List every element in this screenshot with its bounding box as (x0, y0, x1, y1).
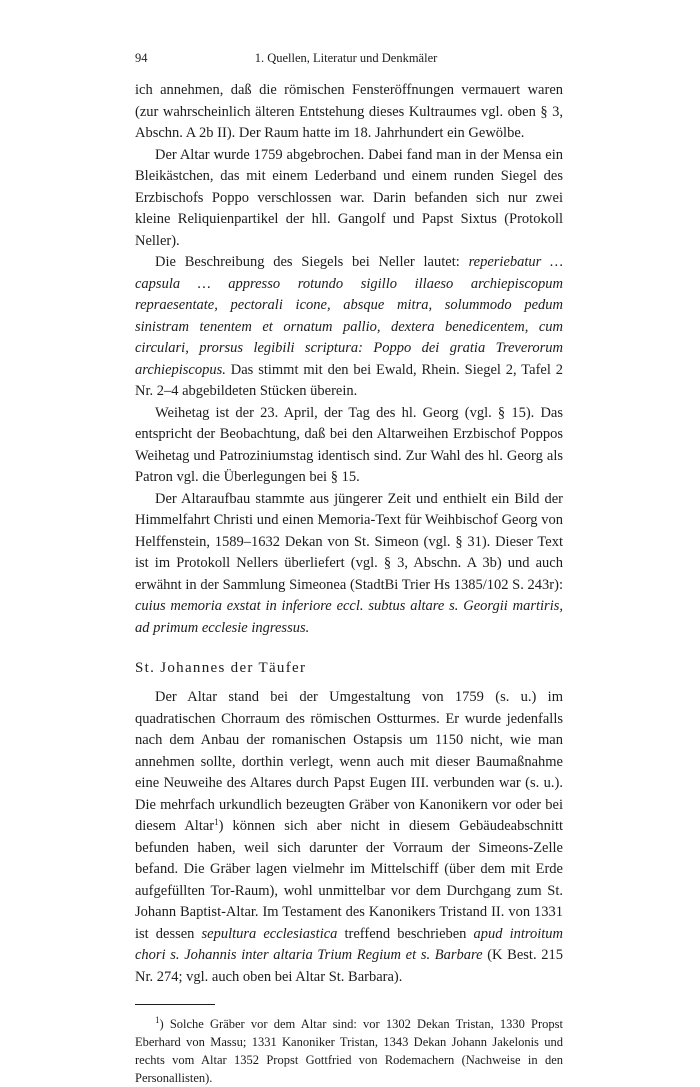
footnote-mark: 1 (155, 1015, 160, 1025)
running-title: 1. Quellen, Literatur und Denkmäler (254, 51, 438, 65)
paragraph-altar-structure: Der Altaraufbau stammte aus jüngerer Zeit und enthielt ein Bild der Himmelfahrt Christi und einen Memoria-Text für Weihbischof Georg von Helffenstein, 1589–1632 Dekan von St. Simeon (vgl. § 31). Dieser Text ist im Protokoll Nellers überliefert (vgl. § 3, Abschn. A 3b) und auch erwähnt in der Sammlung Simeonea (StadtBi Trier Hs 1385/102 S. 243r): cuius memoria exstat in inferiore eccl. subtus altare s. Georgii martiris, ad primum ecclesie ingressus. (135, 490, 563, 636)
paragraph-seal-description: Die Beschreibung des Siegels bei Neller lautet: reperiebatur … capsula … appresso rotundo sigillo illaeso archiepiscopum repraesentate, pectorali icone, absque mitra, solummodo pedum sinistram tenentem et ornatum pallio, dextera benedicentem, cum circulari, prorsus legibili scriptura: Poppo dei gratia Treverorum archiepiscopus. Das stimmt mit den bei Ewald, Rhein. Siegel 2, Tafel 2 Nr. 2–4 abgebildeten Stücken überein. (135, 254, 563, 399)
memoria-quote-latin: cuius memoria exstat in inferiore eccl. subtus altare s. Georgii martiris, ad primum ecclesie ingressus. (135, 598, 563, 636)
paragraph-consecration-day: Weihetag ist der 23. April, der Tag des hl. Georg (vgl. § 15). Das entspricht der Beobachtung, daß bei den Altarweihen Erzbischof Poppos Weihetag und Patroziniumstag identisch sind. Zur Wahl des hl. Georg als Patron vgl. die Überlegungen bei § 15. (135, 404, 563, 485)
paragraph-altar-demolition: Der Altar wurde 1759 abgebrochen. Dabei fand man in der Mensa ein Bleikästchen, das mit einem Lederband und einem runden Siegel des Erzbischofs Poppo verschlossen war. Darin befanden sich nur zwei kleine Reliquienpartikel der hll. Gangolf und Papst Sixtus (Protokoll Neller). (135, 146, 563, 249)
footnote-text: ) Solche Gräber vor dem Altar sind: vor 1302 Dekan Tristan, 1330 Propst Eberhard von Massu; 1331 Kanoniker Tristan, 1343 Dekan Johann Jakelonis und rechts vom Altar 1352 Propst Gottfried von Rodemachern (Nachweise in den Personallisten). (135, 1017, 563, 1085)
paragraph-john-baptist-altar: Der Altar stand bei der Umgestaltung von 1759 (s. u.) im quadratischen Chorraum des römischen Ostturmes. Er wurde jedenfalls nach dem Anbau der romanischen Ostapsis um 1150 nicht, wie man annehmen sollte, dorthin verlegt, wenn auch mit dieser Baumaßnahme eine Neuweihe des Altares durch Papst Eugen III. verbunden war (s. u.). Die mehrfach urkundlich bezeugten Gräber von Kanonikern vor oder bei diesem Altar$^1$) können sich aber nicht in diesem Gebäudeabschnitt befunden haben, weil sich darunter der Vorraum der Simeons-Zelle befand. Die Gräber lagen vielmehr im Mittelschiff (über dem mit Erde aufgefüllten Tor-Raum), wohl unmittelbar vor dem Durchgang zum St. Johann Baptist-Altar. Im Testament des Kanonikers Tristand II. von 1331 ist dessen sepultura ecclesiastica treffend beschrieben apud introitum chori s. Johannis inter altaria Trium Regium et s. Barbare (K Best. 215 Nr. 274; vgl. auch oben bei Altar St. Barbara). (135, 689, 564, 985)
footnote-reference[interactable]: 1 (214, 817, 219, 827)
footnote-divider (135, 1004, 215, 1005)
section-heading: St. Johannes der Täufer (135, 660, 307, 676)
running-header (135, 50, 557, 66)
footnote (135, 1015, 563, 1087)
page-number: 94 (135, 51, 148, 65)
paragraph-window-openings: ich annehmen, daß die römischen Fensteröffnungen vermauert waren (zur wahrscheinlich älteren Entstehung dieses Kultraumes vgl. oben § 3, Abschn. A 2b II). Der Raum hatte im 18. Jahrhundert ein Gewölbe. (135, 82, 563, 141)
introitum-quote: apud introitum chori s. Johannis inter altaria Trium Regium et s. Barbare (135, 925, 564, 963)
sepultura-quote: sepultura ecclesiastica (201, 925, 338, 942)
main-text (135, 80, 563, 1087)
seal-quote-latin: reperiebatur … capsula … appresso rotundo sigillo illaeso archiepiscopum repraesentate, pectorali icone, absque mitra, solummodo pedum sinistram tenentem et ornatum pallio, dextera benedicentem, cum circulari, prorsus legibili scriptura: Poppo dei gratia Treverorum archiepiscopus. (135, 254, 563, 378)
